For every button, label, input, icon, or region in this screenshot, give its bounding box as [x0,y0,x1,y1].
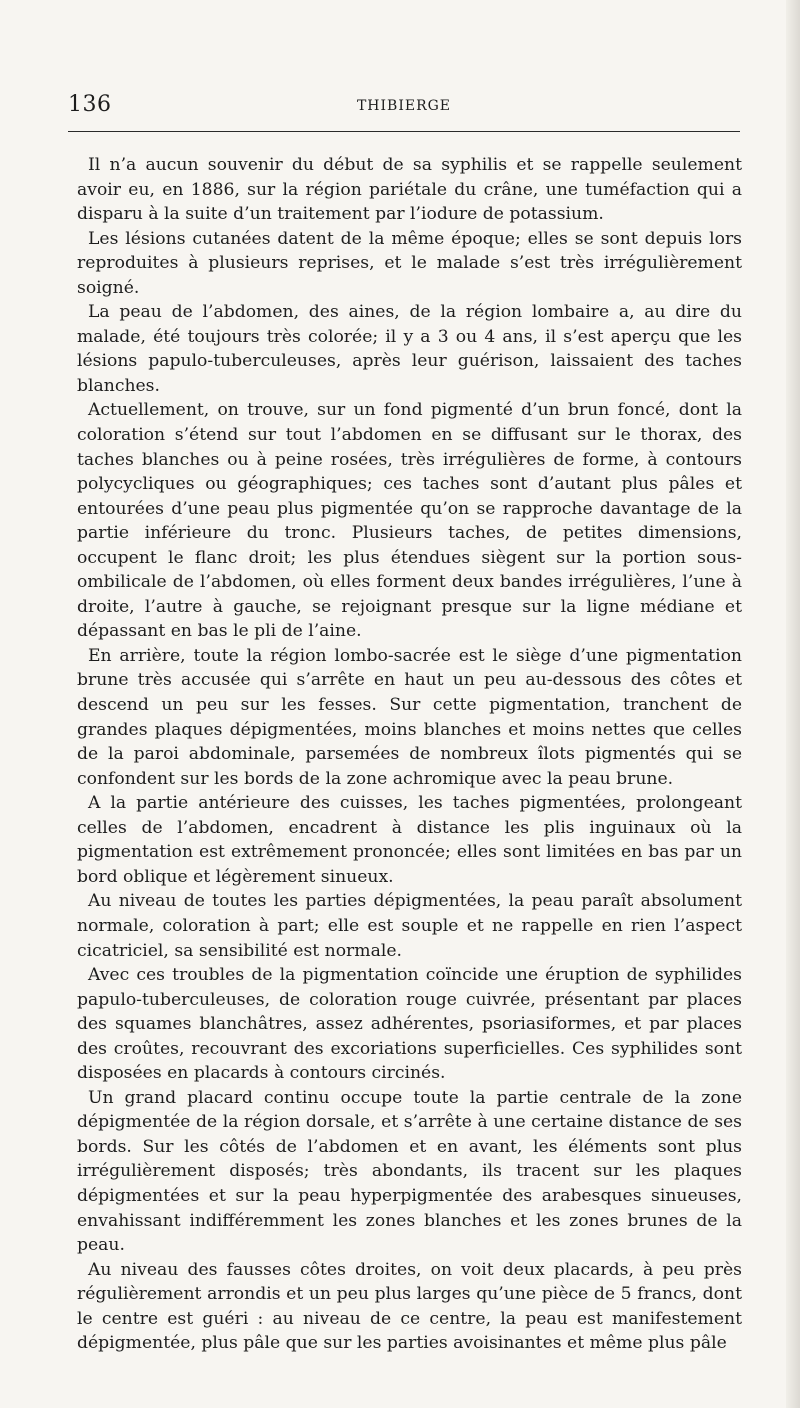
paragraph: Les lésions cutanées datent de la même époque; elles se sont depuis lors reproduites à plusieurs reprises, et le malade s’est très irrégulièrement soigné. [77,228,742,298]
paragraph: La peau de l’abdomen, des aines, de la région lombaire a, au dire du malade, été toujours très colorée; il y a 3 ou 4 ans, il s’est aperçu que les lésions papulo-tuberculeuses, après leur guérison, laissaient des taches blanches. [77,302,742,396]
paragraph: Avec ces troubles de la pigmentation coïncide une éruption de syphilides papulo-tuberculeuses, de coloration rouge cuivrée, présentant par places des squames blanchâtres, assez adhérentes, psoriasiformes, et par places des croûtes, recouvrant des excoriations superficielles. Ces syphilides sont disposées en placards à contours circinés. [77,965,742,1084]
paragraph: A la partie antérieure des cuisses, les taches pigmentées, prolongeant celles de l’abdomen, encadrent à distance les plis inguinaux où la pigmentation est extrêmement prononcée; elles sont limitées en bas par un bord oblique et légèrement sinueux. [77,793,742,887]
paragraph: Au niveau des fausses côtes droites, on voit deux placards, à peu près régulièrement arrondis et un peu plus larges qu’une pièce de 5 francs, dont le centre est guéri : au niveau de ce centre, la peau est manifestement dépigmentée, plus pâle que sur les parties avoisinantes et même plus pâle [77,1259,742,1354]
page-number: 136 [68,92,112,117]
running-head [68,92,740,132]
body-text [77,153,742,1356]
page-edge-shadow [786,0,800,1408]
paragraph: Un grand placard continu occupe toute la partie centrale de la zone dépigmentée de la région dorsale, et s’arrête à une certaine distance de ses bords. Sur les côtés de l’abdomen et en avant, les éléments sont plus irrégulièrement disposés; très abondants, ils tracent sur les plaques dépigmentées et sur la peau hyperpigmentée des arabesques sinueuses, envahissant indifféremment les zones blanches et les zones brunes de la peau. [77,1087,742,1256]
paragraph: En arrière, toute la région lombo-sacrée est le siège d’une pigmentation brune très accusée qui s’arrête en haut un peu au-dessous des côtes et descend un peu sur les fesses. Sur cette pigmentation, tranchent de grandes plaques dépigmentées, moins blanches et moins nettes que celles de la paroi abdominale, parsemées de nombreux îlots pigmentés qui se confondent sur les bords de la zone achromique avec la peau brune. [77,645,742,789]
paragraph: Au niveau de toutes les parties dépigmentées, la peau paraît absolument normale, coloration à part; elle est souple et ne rappelle en rien l’aspect cicatriciel, sa sensibilité est normale. [77,891,742,961]
running-title: THIBIERGE [356,98,452,114]
paragraph: Il n’a aucun souvenir du début de sa syphilis et se rappelle seulement avoir eu, en 1886, sur la région pariétale du crâne, une tuméfaction qui a disparu à la suite d’un traitement par l’iodure de potassium. [77,155,742,225]
paragraph: Actuellement, on trouve, sur un fond pigmenté d’un brun foncé, dont la coloration s’étend sur tout l’abdomen en se diffusant sur le thorax, des taches blanches ou à peine rosées, très irrégulières de forme, à contours polycycliques ou géographiques; ces taches sont d’autant plus pâles et entourées d’une peau plus pigmentée qu’on se rapproche davantage de la partie inférieure du tronc. Plusieurs taches, de petites dimensions, occupent le flanc droit; les plus étendues siègent sur la portion sous-ombilicale de l’abdomen, où elles forment deux bandes irrégulières, l’une à droite, l’autre à gauche, se rejoignant presque sur la ligne médiane et dépassant en bas le pli de l’aine. [77,400,742,642]
header-rule [68,131,740,132]
